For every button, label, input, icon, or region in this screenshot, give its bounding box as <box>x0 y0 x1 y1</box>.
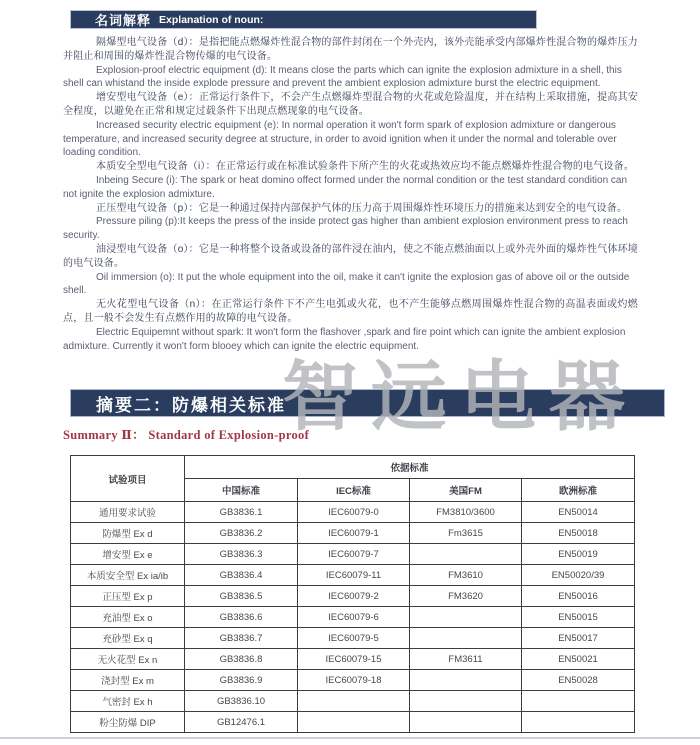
section-title-en: Explanation of noun: <box>159 13 264 26</box>
row-label: 充油型 Ex o <box>71 607 185 628</box>
cell-fm <box>410 607 522 628</box>
explanation-body <box>63 36 638 353</box>
table-row <box>71 691 635 712</box>
row-label: 防爆型 Ex d <box>71 523 185 544</box>
cell-china: GB3836.4 <box>185 565 298 586</box>
cell-china: GB12476.1 <box>185 712 298 733</box>
paragraph-zh-explosion-proof: 隔爆型电气设备（d）：是指把能点燃爆炸性混合物的部件封闭在一个外壳内，该外壳能承受内部爆炸性混合物的爆炸压力并阻止和周围的爆炸性混合物传爆的电气设备。 <box>63 37 638 62</box>
paragraph-zh-oil-immersion: 油浸型电气设备（o）：它是一种将整个设备或设备的部件浸在油内，使之不能点燃油面以上或外壳外面的爆炸性气体环境的电气设备。 <box>63 243 638 269</box>
explanation-section-header <box>70 10 537 29</box>
cell-europe <box>522 712 635 733</box>
cell-europe: EN50015 <box>522 607 635 628</box>
row-label: 气密封 Ex h <box>71 691 185 712</box>
paragraph-zh-increased-security: 增安型电气设备（e）：正常运行条件下，不会产生点燃爆炸型混合物的火花或危险温度，并在结构上采取措施，提高其安全程度，以避免在正常和规定过载条件下出现点燃现象的电气设备。 <box>63 92 638 117</box>
cell-europe: EN50014 <box>522 502 635 523</box>
cell-iec <box>298 691 410 712</box>
row-label: 通用要求试验 <box>71 502 185 523</box>
section-title-zh: 名词解释 <box>95 13 152 28</box>
cell-fm: FM3810/3600 <box>410 502 522 523</box>
cell-europe: EN50017 <box>522 628 635 649</box>
table-row <box>71 628 635 649</box>
paragraph-en-explosion-proof: Explosion-proof electric equipment (d): It means close the parts which can ignite the explosion admixture in a shell, this shell can whistand the inside explode pressure and prevent the ambient explosion admixture burst the electric equipment. <box>63 64 622 90</box>
paragraph-zh-intrinsic-safety: 本质安全型电气设备（i）：在正常运行或在标准试验条件下所产生的火花或热效应均不能点燃爆炸性混合物的电气设备。 <box>96 161 635 173</box>
cell-fm <box>410 670 522 691</box>
cell-fm: FM3610 <box>410 565 522 586</box>
cell-iec: IEC60079-7 <box>298 544 410 565</box>
cell-europe: EN50028 <box>522 670 635 691</box>
cell-iec: IEC60079-5 <box>298 628 410 649</box>
paragraph-zh-pressurized: 正压型电气设备（p）：它是一种通过保持内部保护气体的压力高于周围爆炸性环境压力的措施来达到安全的电气设备。 <box>96 202 628 214</box>
cell-europe: EN50019 <box>522 544 635 565</box>
paragraph-en-intrinsic-safety: Inbeing Secure (i): The spark or heat domino offect formed under the normal condition or the test standard condition can not ignite the explosion admixture. <box>63 174 628 200</box>
cell-iec: IEC60079-2 <box>298 586 410 607</box>
cell-china: GB3836.2 <box>185 523 298 544</box>
cell-fm: Fm3615 <box>410 523 522 544</box>
cell-fm <box>410 628 522 649</box>
cell-iec: IEC60079-15 <box>298 649 410 670</box>
row-label: 正压型 Ex p <box>71 586 185 607</box>
cell-china: GB3836.9 <box>185 670 298 691</box>
table-row <box>71 502 635 523</box>
cell-china: GB3836.7 <box>185 628 298 649</box>
paragraph-en-non-sparking: Electric Equipemnt without spark: It won't form the flashover ,spark and fire point which can ignite the ambient explosion admixture. Currently it won't form blooey which can ignite the electric equipment. <box>63 326 626 352</box>
cell-fm: FM3611 <box>410 649 522 670</box>
paragraph-en-increased-security: Increased security electric equipment (e): In normal operation it won't form spark of explosion admixture or dangerous temperature, and increased security degree at structure, in order to avoid ignition when it under the normal and tolerable over loading condition. <box>63 119 617 159</box>
cell-europe: EN50020/39 <box>522 565 635 586</box>
table-row <box>71 586 635 607</box>
row-label: 本质安全型 Ex ia/ib <box>71 565 185 586</box>
summary-banner-title: 摘要二：防爆相关标准 <box>96 395 286 415</box>
summary-subtitle: Summary Ⅱ： Standard of Explosion-proof <box>63 428 310 442</box>
cell-iec: IEC60079-18 <box>298 670 410 691</box>
cell-europe <box>522 691 635 712</box>
standards-table <box>70 455 635 733</box>
cell-europe: EN50016 <box>522 586 635 607</box>
cell-china: GB3836.10 <box>185 691 298 712</box>
cell-china: GB3836.1 <box>185 502 298 523</box>
table-header-europe-standard: 欧洲标准 <box>522 479 635 502</box>
table-header-china-standard: 中国标准 <box>185 479 298 502</box>
row-label: 无火花型 Ex n <box>71 649 185 670</box>
cell-europe: EN50018 <box>522 523 635 544</box>
watermark-brand-text: 智远电器 <box>282 355 638 440</box>
cell-china: GB3836.5 <box>185 586 298 607</box>
table-row <box>71 649 635 670</box>
cell-europe: EN50021 <box>522 649 635 670</box>
cell-iec <box>298 712 410 733</box>
cell-fm <box>410 712 522 733</box>
row-label: 充砂型 Ex q <box>71 628 185 649</box>
table-row <box>71 712 635 733</box>
row-label: 粉尘防爆 DIP <box>71 712 185 733</box>
row-label: 浇封型 Ex m <box>71 670 185 691</box>
cell-iec: IEC60079-6 <box>298 607 410 628</box>
cell-iec: IEC60079-0 <box>298 502 410 523</box>
table-row <box>71 607 635 628</box>
table-header-test-item: 试验项目 <box>71 456 185 502</box>
table-header-iec-standard: IEC标准 <box>298 479 410 502</box>
table-row <box>71 523 635 544</box>
cell-fm: FM3620 <box>410 586 522 607</box>
cell-iec: IEC60079-1 <box>298 523 410 544</box>
cell-iec: IEC60079-11 <box>298 565 410 586</box>
cell-china: GB3836.6 <box>185 607 298 628</box>
table-row <box>71 670 635 691</box>
cell-fm <box>410 544 522 565</box>
page-bottom-edge-line <box>0 737 700 739</box>
paragraph-zh-non-sparking: 无火花型电气设备（n）：在正常运行条件下不产生电弧或火花，也不产生能够点燃周围爆炸性混合物的高温表面或灼燃点，且一般不会发生有点燃作用的故障的电气设备。 <box>63 299 638 324</box>
table-row <box>71 565 635 586</box>
paragraph-en-oil-immersion: Oil immersion (o): It put the whole equipment into the oil, make it can't ignite the explosion gas of above oil or the outside shell. <box>63 271 630 297</box>
table-header-us-fm: 美国FM <box>410 479 522 502</box>
paragraph-en-pressurized: Pressure piling (p):It keeps the press of the inside protect gas higher than ambient explosion environment press to reach security. <box>63 216 628 242</box>
table-header-basis-standard: 依据标准 <box>185 456 635 479</box>
cell-china: GB3836.3 <box>185 544 298 565</box>
cell-fm <box>410 691 522 712</box>
table-row <box>71 544 635 565</box>
row-label: 增安型 Ex e <box>71 544 185 565</box>
cell-china: GB3836.8 <box>185 649 298 670</box>
